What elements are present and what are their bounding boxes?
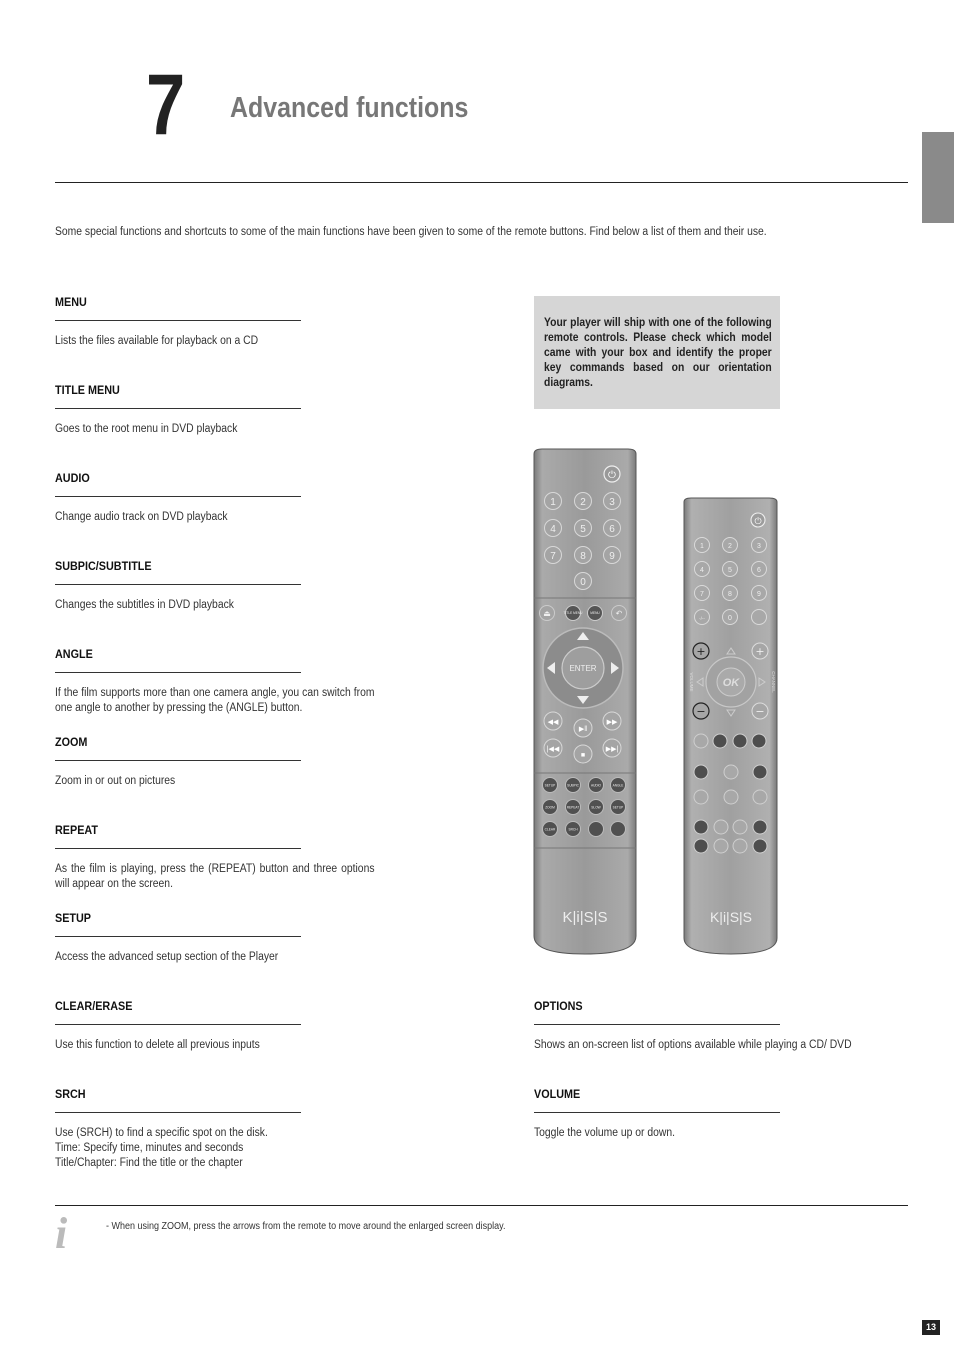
next-icon: ▶▶|: [605, 746, 619, 753]
function-button[interactable]: [724, 765, 738, 779]
section-body: Use (SRCH) to find a specific spot on the disk. Time: Specify time, minutes and seconds Title/Chapter: Find the title or the chapter: [55, 1127, 268, 1169]
function-button[interactable]: [589, 822, 604, 837]
digit-label: 7: [550, 551, 556, 562]
digit-label: 4: [550, 524, 556, 535]
digit-label: 2: [728, 543, 732, 550]
digit-label: 7: [700, 591, 704, 598]
section-rule: [55, 936, 301, 937]
page-number: 13: [922, 1320, 940, 1335]
remote-control-b: [681, 496, 781, 958]
function-button[interactable]: [694, 820, 708, 834]
section-title: SETUP: [55, 911, 92, 925]
function-button[interactable]: [694, 839, 708, 853]
digit-label: 5: [580, 524, 586, 535]
ok-label: OK: [722, 677, 740, 689]
chapter-title: Advanced functions: [230, 92, 469, 124]
digit-label: 9: [757, 591, 761, 598]
section-title: TITLE MENU: [55, 383, 120, 397]
function-button[interactable]: [611, 822, 626, 837]
remote-note-text: Your player will ship with one of the following remote controls. Please check which model came with your box and identify the proper key commands based on our orientation diagrams.: [544, 317, 772, 389]
section-body: Changes the subtitles in DVD playback: [55, 599, 234, 611]
section-title: AUDIO: [55, 471, 90, 485]
function-label: REPEAT: [566, 805, 580, 810]
section-body: As the film is playing, press the (REPEAT) button and three options will appear on the screen.: [55, 863, 375, 890]
section-title: ZOOM: [55, 735, 88, 749]
function-button[interactable]: [753, 820, 767, 834]
section-rule: [55, 408, 301, 409]
section-title: SUBPIC/SUBTITLE: [55, 559, 152, 573]
digit-label: 4: [700, 567, 704, 574]
function-button[interactable]: [713, 734, 727, 748]
section-rule: [55, 1024, 301, 1025]
section-title: VOLUME: [534, 1087, 581, 1101]
fast-forward-icon: ▶▶: [606, 719, 618, 726]
section-rule: [55, 848, 301, 849]
svg-text:⏻: ⏻: [608, 470, 616, 481]
volume-label: VOLUME: [689, 672, 694, 692]
function-label: CLEAR: [544, 827, 556, 832]
digit-label: -/--: [699, 616, 705, 621]
section-rule: [55, 320, 301, 321]
function-label: SETUP: [544, 783, 556, 788]
chapter-number: 7: [146, 57, 184, 153]
remote-control-a: [530, 448, 640, 958]
stop-icon: ■: [580, 752, 586, 759]
function-button[interactable]: [733, 734, 747, 748]
digit-label: 3: [609, 497, 615, 508]
digit-label: 9: [609, 551, 615, 562]
function-label: ANGLE: [612, 783, 624, 788]
section-side-tab: [922, 132, 954, 223]
function-button[interactable]: [753, 790, 767, 804]
function-button[interactable]: [694, 734, 708, 748]
function-button[interactable]: [714, 820, 728, 834]
function-button[interactable]: [694, 765, 708, 779]
section-rule: [55, 496, 301, 497]
function-label: SETUP: [612, 805, 624, 810]
function-label: SRCH: [568, 827, 578, 832]
digit-label: 1: [550, 497, 556, 508]
section-title: CLEAR/ERASE: [55, 999, 133, 1013]
digit-label: 0: [580, 577, 586, 588]
function-label: SUBPIC: [567, 783, 579, 788]
function-button[interactable]: [733, 820, 747, 834]
section-title: REPEAT: [55, 823, 99, 837]
digit-label: 8: [728, 591, 732, 598]
digit-button[interactable]: [752, 610, 767, 625]
header-rule: [55, 182, 908, 183]
section-body: Lists the files available for playback on a CD: [55, 335, 259, 347]
section-title: MENU: [55, 295, 87, 309]
function-button[interactable]: [753, 839, 767, 853]
section-rule: [534, 1112, 780, 1113]
digit-label: 6: [609, 524, 615, 535]
function-label: ZOOM: [545, 805, 555, 810]
function-button[interactable]: [753, 765, 767, 779]
info-icon: i: [55, 1209, 68, 1258]
section-rule: [55, 760, 301, 761]
function-button[interactable]: [733, 839, 747, 853]
digit-label: 3: [757, 543, 761, 550]
svg-text:⏻: ⏻: [754, 517, 762, 527]
menu-row-label: MENU: [590, 611, 600, 615]
enter-label: ENTER: [569, 664, 597, 673]
return-icon: ↶: [615, 609, 623, 618]
digit-label: 2: [580, 497, 586, 508]
section-body: Access the advanced setup section of the Player: [55, 951, 279, 963]
digit-label: 8: [580, 551, 586, 562]
function-label: SLOW: [591, 805, 601, 810]
eject-icon: ⏏: [543, 609, 551, 618]
previous-icon: |◀◀: [546, 746, 560, 753]
section-rule: [55, 672, 301, 673]
function-button[interactable]: [694, 790, 708, 804]
digit-label: 1: [700, 543, 704, 550]
svg-text:+: +: [755, 645, 765, 658]
menu-row-label: TITLE MENU: [563, 611, 583, 615]
section-rule: [534, 1024, 780, 1025]
section-body: Zoom in or out on pictures: [55, 775, 176, 787]
svg-text:+: +: [696, 645, 706, 658]
section-body: Goes to the root menu in DVD playback: [55, 423, 238, 435]
play-pause-icon: ▶‖: [578, 726, 588, 733]
rewind-icon: ◀◀: [547, 719, 559, 726]
intro-text: Some special functions and shortcuts to some of the main functions have been given to some of the remote buttons. Find below a list of them and their use.: [55, 226, 767, 238]
function-label: AUDIO: [590, 783, 602, 788]
channel-label: CHANNEL: [771, 671, 776, 693]
remote-b-brand-logo: K|i|S|S: [709, 909, 753, 925]
function-button[interactable]: [714, 839, 728, 853]
footnote: - When using ZOOM, press the arrows from the remote to move around the enlarged screen display.: [106, 1221, 506, 1232]
svg-text:−: −: [755, 705, 765, 718]
section-rule: [55, 584, 301, 585]
section-body: If the film supports more than one camera angle, you can switch from one angle to another by pressing the (ANGLE) button.: [55, 687, 375, 714]
remote-note-box: [534, 296, 780, 409]
remote-a-brand-logo: K|i|S|S: [562, 909, 608, 926]
svg-text:−: −: [696, 705, 706, 718]
function-button[interactable]: [752, 734, 766, 748]
digit-label: 5: [728, 567, 732, 574]
digit-label: 0: [728, 615, 732, 622]
digit-label: 6: [757, 567, 761, 574]
section-title: SRCH: [55, 1087, 86, 1101]
function-button[interactable]: [724, 790, 738, 804]
section-body: Use this function to delete all previous inputs: [55, 1039, 260, 1051]
section-title: OPTIONS: [534, 999, 583, 1013]
section-rule: [55, 1112, 301, 1113]
footer-rule: [55, 1205, 908, 1206]
section-body: Shows an on-screen list of options available while playing a CD/ DVD: [534, 1039, 852, 1051]
section-title: ANGLE: [55, 647, 93, 661]
section-body: Toggle the volume up or down.: [534, 1127, 675, 1139]
section-body: Change audio track on DVD playback: [55, 511, 228, 523]
